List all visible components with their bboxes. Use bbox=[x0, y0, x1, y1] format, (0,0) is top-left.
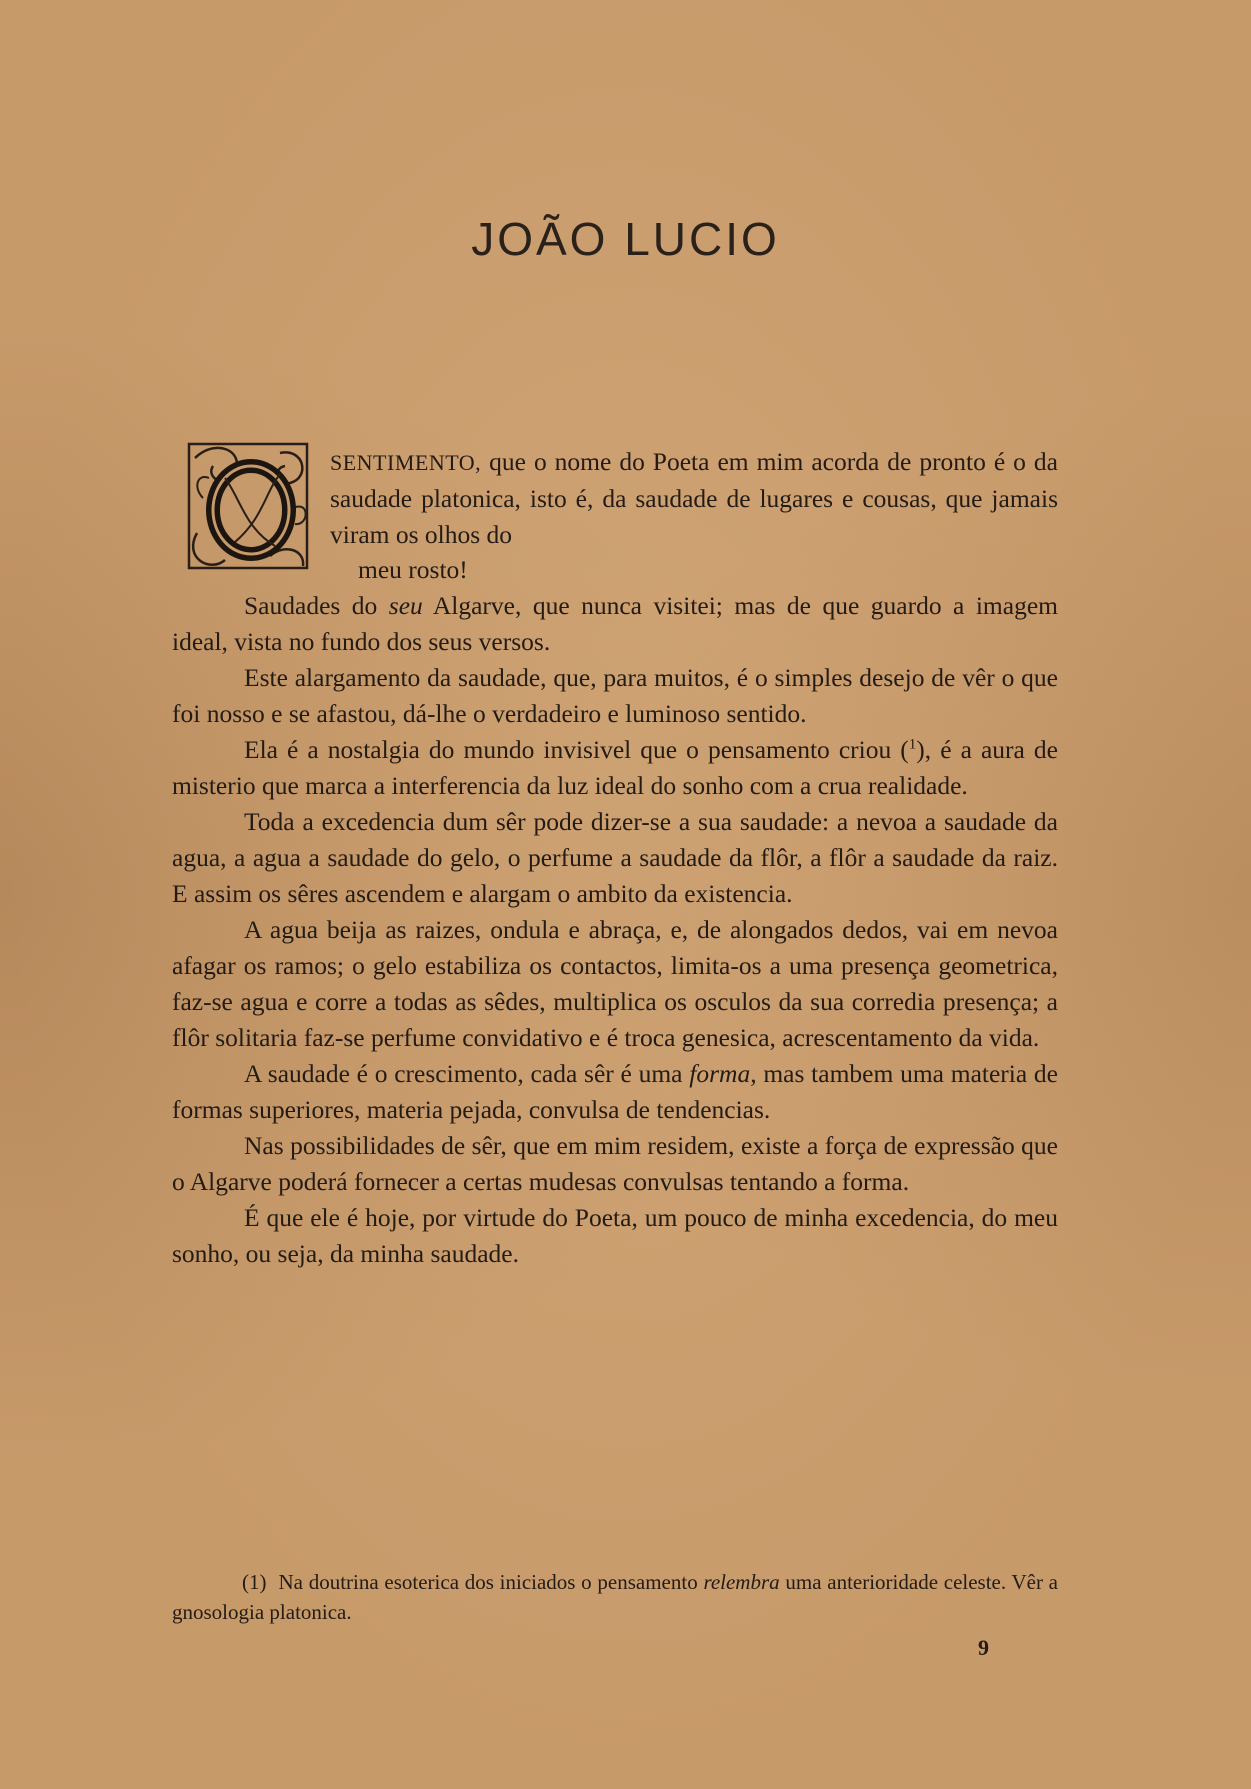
body-text bbox=[172, 588, 1058, 1272]
first-paragraph bbox=[330, 444, 1058, 553]
paragraph: A agua beija as raizes, ondula e abraça, e, de alongados dedos, vai em nevoa afagar os ramos; o gelo estabiliza os contactos, limita-os a uma presença geometrica, faz-se agua e corre a todas as sêdes, multiplica os osculos da sua corredia presença; a flôr solitaria faz-se perfume convidativo e é troca genesica, acrescentamento da vida. bbox=[172, 915, 1058, 1052]
first-paragraph-last-line: meu rosto! bbox=[358, 555, 468, 584]
paragraph: Saudades do seu Algarve, que nunca visitei; mas de que guardo a imagem ideal, vista no fundo dos seus versos. bbox=[172, 591, 1058, 656]
dropcap-ornament-icon bbox=[185, 438, 315, 578]
footnote-ref: 1 bbox=[908, 736, 917, 753]
first-paragraph-text: que o nome do Poeta em mim acorda de pronto é o da saudade platonica, isto é, da saudade de lugares e cousas, que jamais viram os olhos do bbox=[330, 447, 1058, 549]
page-number: 9 bbox=[978, 1635, 989, 1660]
page-title: JOÃO LUCIO bbox=[471, 213, 780, 265]
paragraph: É que ele é hoje, por virtude do Poeta, um pouco de minha excedencia, do meu sonho, ou seja, da minha saudade. bbox=[172, 1203, 1058, 1268]
paragraph: Toda a excedencia dum sêr pode dizer-se a sua saudade: a nevoa a saudade da agua, a agua a saudade do gelo, o perfume a saudade da flôr, a flôr a saudade da raiz. E assim os sêres ascendem e alargam o ambito da existencia. bbox=[172, 807, 1058, 908]
paragraph: A saudade é o crescimento, cada sêr é uma forma, mas tambem uma materia de formas superiores, materia pejada, convulsa de tendencias. bbox=[172, 1059, 1059, 1124]
paragraph: Ela é a nostalgia do mundo invisivel que o pensamento criou ($^1$), é a aura de misterio que marca a interferencia da luz ideal do sonho com a crua realidade. bbox=[172, 735, 1058, 800]
paragraph: Este alargamento da saudade, que, para muitos, é o simples desejo de vêr o que foi nosso e se afastou, dá-lhe o verdadeiro e luminoso sentido. bbox=[172, 663, 1058, 728]
footnote: (1) Na doutrina esoterica dos iniciados o pensamento relembra uma anterioridade celeste. Vêr a gnosologia platonica. bbox=[172, 1570, 1058, 1624]
ornamental-dropcap bbox=[185, 438, 315, 578]
footnote-mark: (1) bbox=[242, 1570, 267, 1594]
paragraph: Nas possibilidades de sêr, que em mim residem, existe a força de expressão que o Algarve poderá fornecer a certas mudesas convulsas tentando a forma. bbox=[172, 1131, 1058, 1196]
opening-smallcaps: SENTIMENTO, bbox=[330, 450, 482, 475]
